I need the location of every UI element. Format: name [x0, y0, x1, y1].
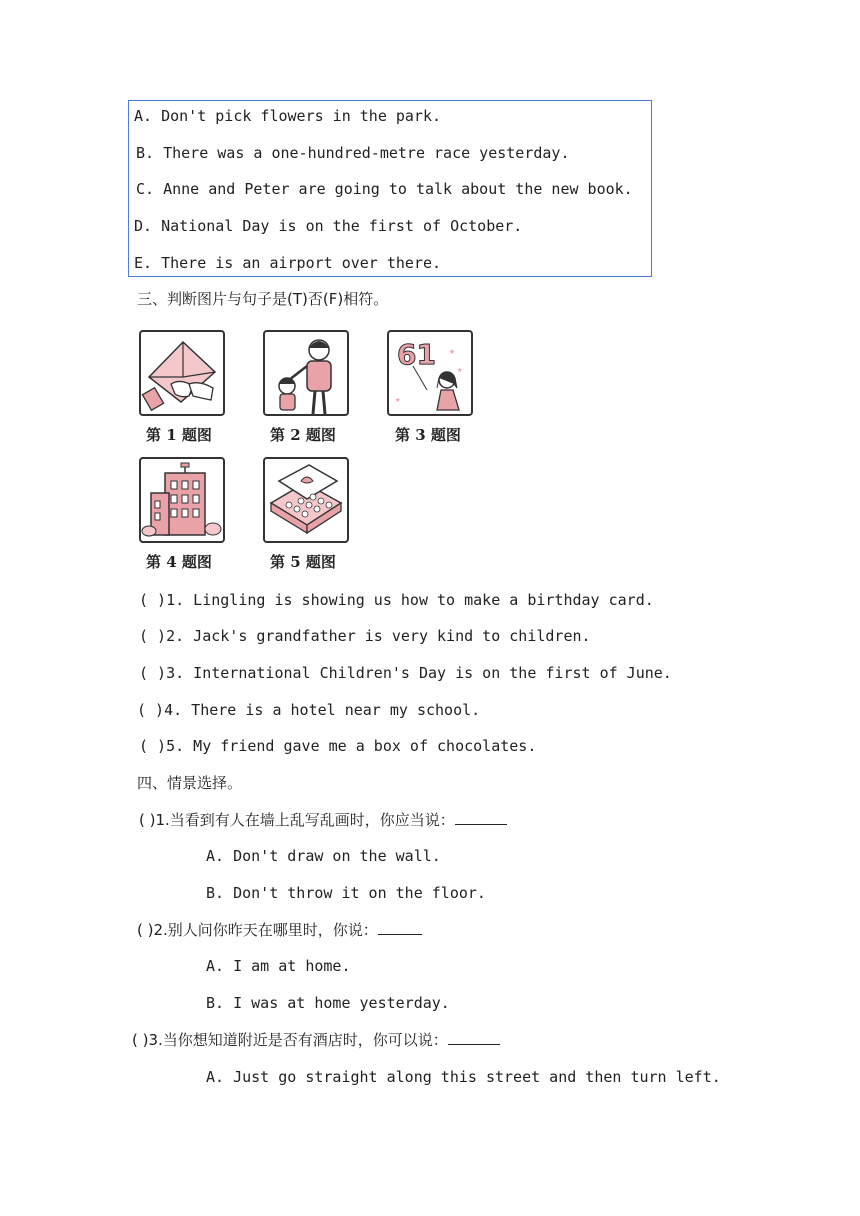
picture-4 — [139, 457, 225, 543]
situation-question-1-stem: ( )1.当看到有人在墙上乱写乱画时，你应当说： — [139, 811, 455, 829]
caption-2: 第 2 题图 — [270, 426, 336, 444]
card-making-illustration — [141, 332, 223, 414]
tf-question-1: ( )1. Lingling is showing us how to make a birthday card. — [139, 591, 654, 609]
situation-question-1 — [139, 810, 507, 829]
answer-blank-2 — [378, 920, 422, 935]
situation-2-option-b: B. I was at home yesterday. — [206, 994, 450, 1012]
svg-text:★: ★ — [457, 365, 463, 375]
situation-1-option-b: B. Don't throw it on the floor. — [206, 884, 486, 902]
picture-2 — [263, 330, 349, 416]
childrens-day-illustration — [389, 332, 471, 414]
svg-text:★: ★ — [449, 346, 456, 357]
option-a: A. Don't pick flowers in the park. — [134, 107, 442, 125]
situation-question-3-stem: ( )3.当你想知道附近是否有酒店时，你可以说： — [132, 1031, 448, 1049]
tf-question-3: ( )3. International Children's Day is on the first of June. — [139, 664, 672, 682]
option-c: C. Anne and Peter are going to talk about the new book. — [136, 180, 633, 198]
situation-3-option-a: A. Just go straight along this street and then turn left. — [206, 1068, 721, 1086]
picture-5 — [263, 457, 349, 543]
section3-heading: 三、判断图片与句子是(T)否(F)相符。 — [137, 290, 389, 308]
tf-question-5: ( )5. My friend gave me a box of chocolates. — [139, 737, 537, 755]
svg-text:★: ★ — [395, 395, 401, 405]
balloon-number: 61 — [397, 338, 436, 371]
caption-3: 第 3 题图 — [395, 426, 461, 444]
situation-question-3 — [132, 1030, 500, 1049]
caption-5: 第 5 题图 — [270, 553, 336, 571]
grandfather-child-illustration — [265, 332, 347, 414]
tf-question-2: ( )2. Jack's grandfather is very kind to children. — [139, 627, 591, 645]
situation-2-option-a: A. I am at home. — [206, 957, 351, 975]
situation-1-option-a: A. Don't draw on the wall. — [206, 847, 441, 865]
section4-heading: 四、情景选择。 — [137, 774, 243, 792]
tf-question-4: ( )4. There is a hotel near my school. — [137, 701, 481, 719]
hotel-building-illustration — [141, 459, 223, 541]
chocolate-box-illustration — [265, 459, 347, 541]
caption-4: 第 4 题图 — [146, 553, 212, 571]
option-e: E. There is an airport over there. — [134, 254, 442, 272]
picture-1 — [139, 330, 225, 416]
picture-3 — [387, 330, 473, 416]
caption-1: 第 1 题图 — [146, 426, 212, 444]
situation-question-2-stem: ( )2.别人问你昨天在哪里时，你说： — [137, 921, 378, 939]
option-b: B. There was a one-hundred-metre race yesterday. — [136, 144, 570, 162]
answer-blank-3 — [448, 1030, 500, 1045]
situation-question-2 — [137, 920, 422, 939]
option-d: D. National Day is on the first of October. — [134, 217, 523, 235]
answer-blank-1 — [455, 810, 507, 825]
